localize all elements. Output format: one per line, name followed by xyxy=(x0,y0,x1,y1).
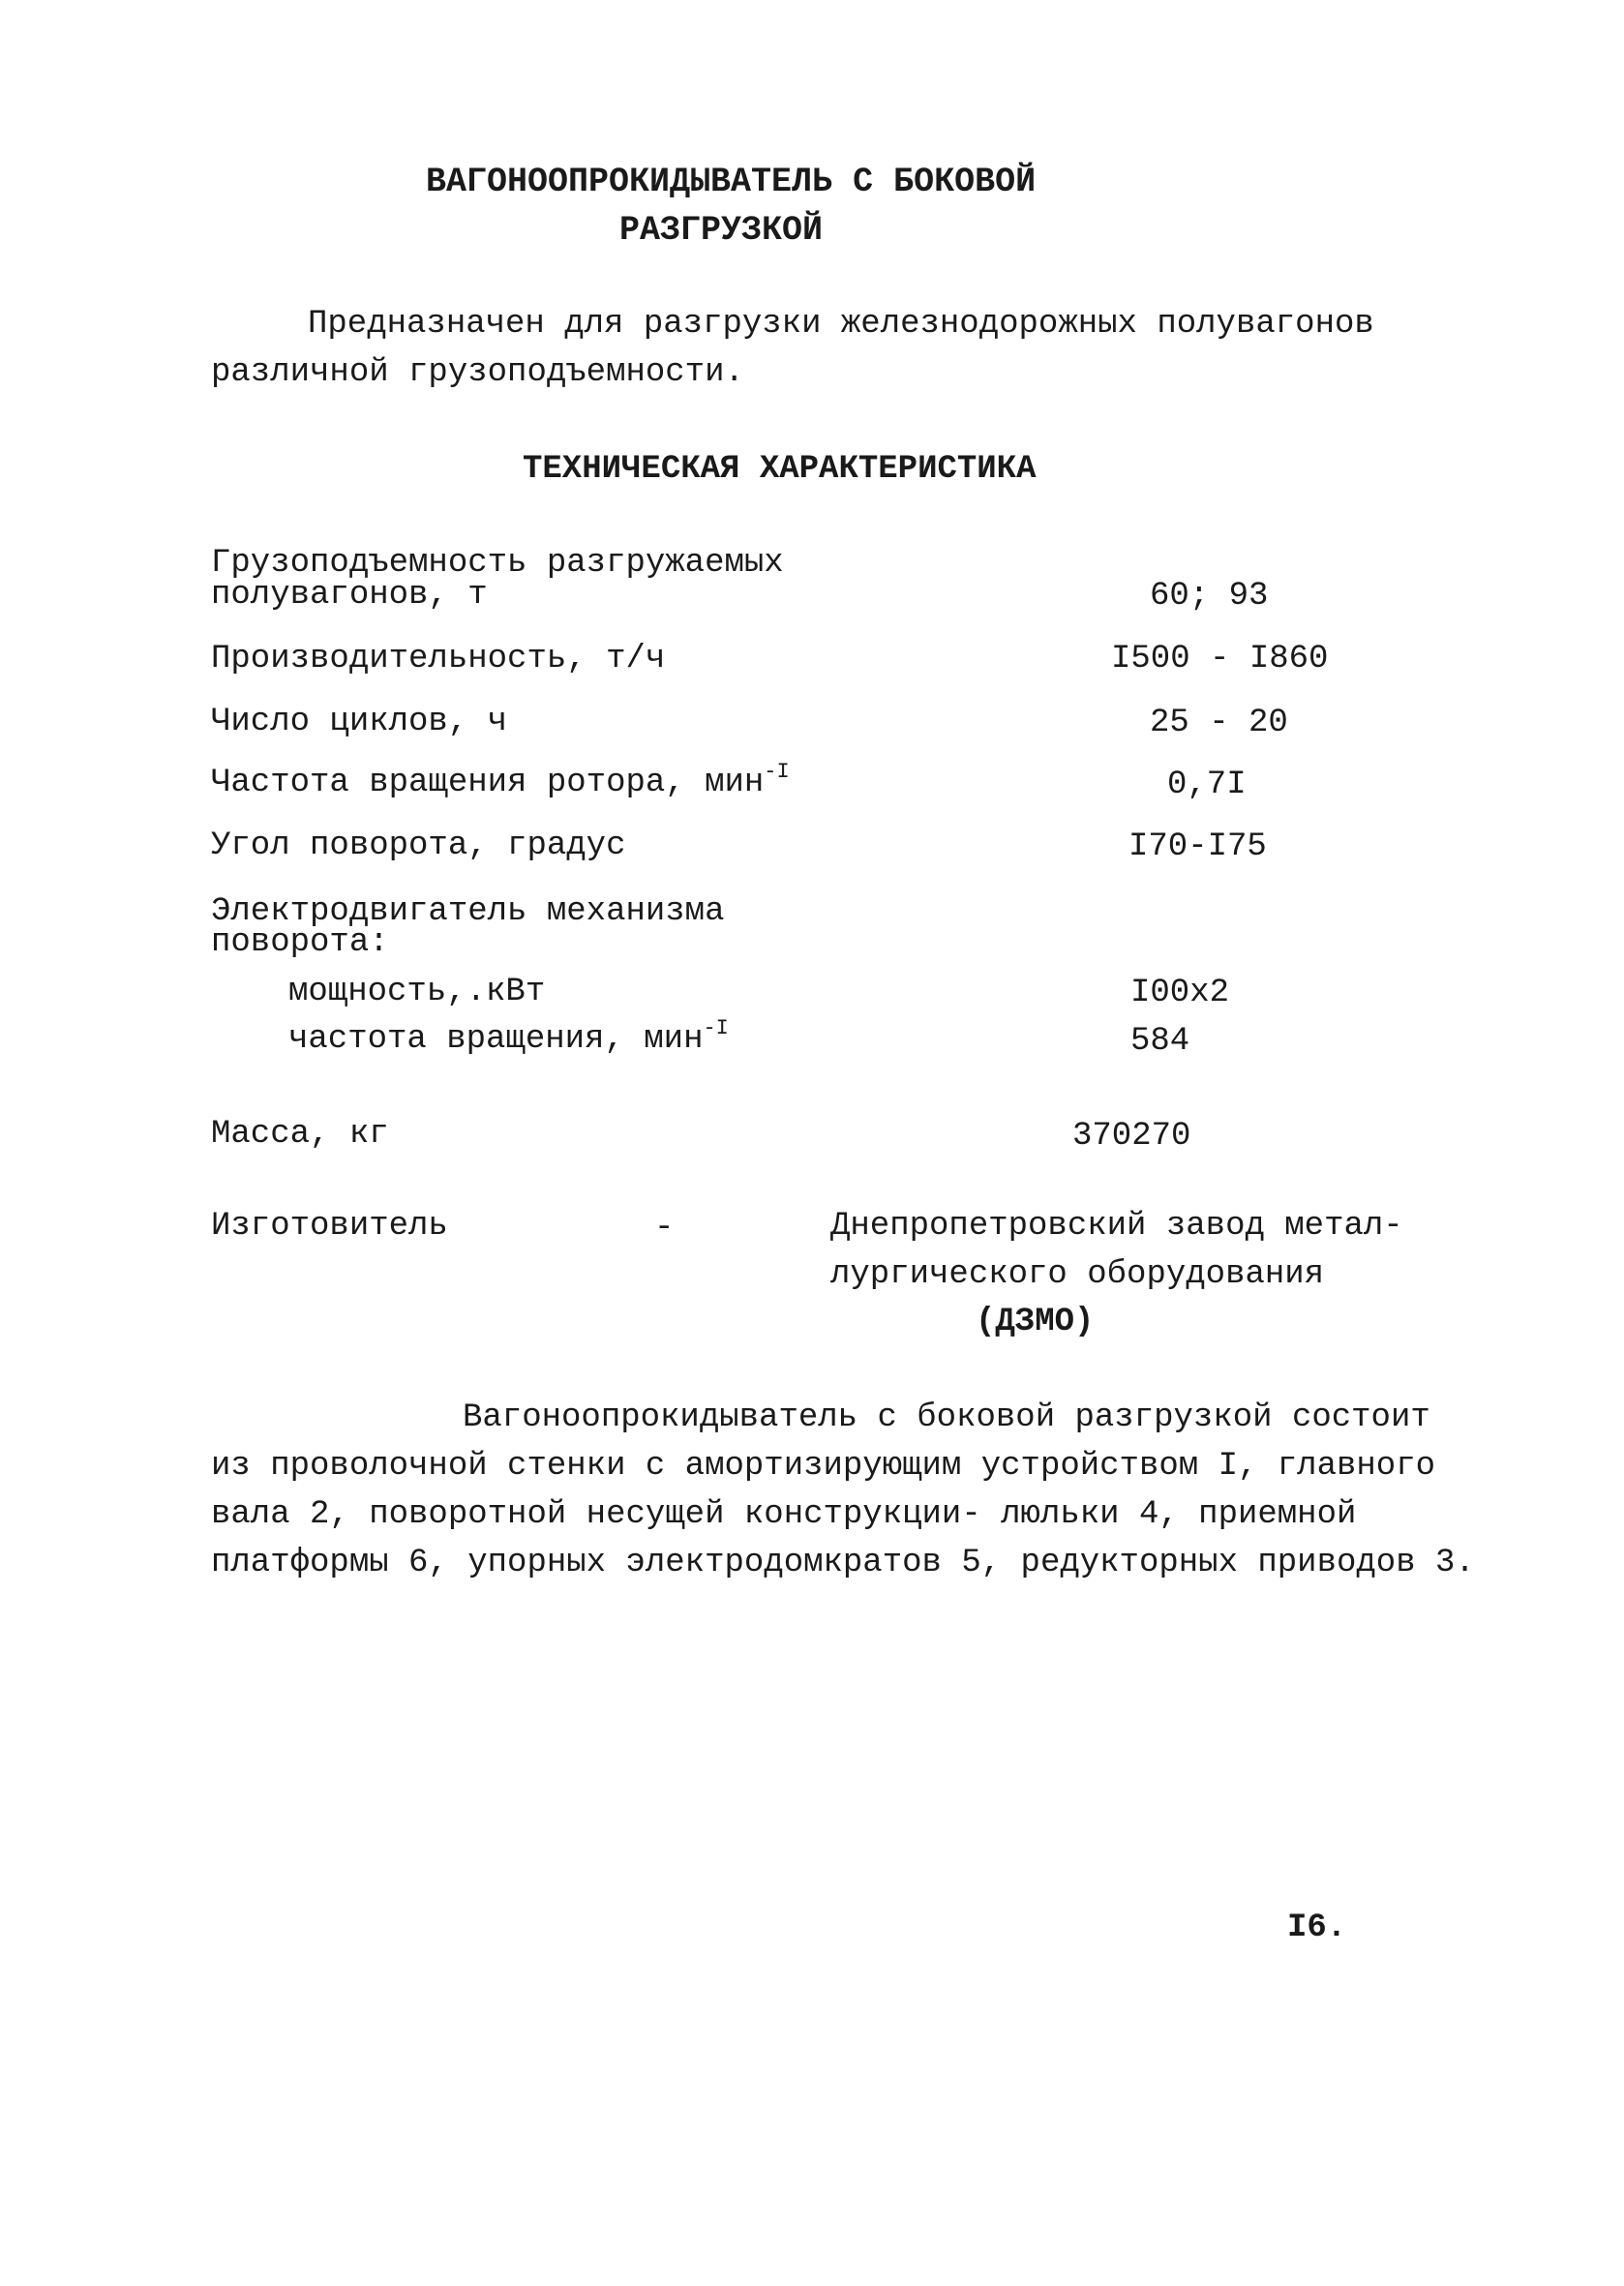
intro-line-2: различной грузоподъемности. xyxy=(211,354,744,391)
manufacturer-abbreviation: (ДЗМО) xyxy=(976,1304,1095,1340)
intro-line-1: Предназначен для разгрузки железнодорожных полувагонов xyxy=(308,306,1374,343)
description-line-4: платформы 6, упорных электродомкратов 5, редукторных приводов 3. xyxy=(211,1545,1475,1581)
description-line-3: вала 2, поворотной несущей конструкции- люльки 4, приемной xyxy=(211,1496,1357,1533)
section-title: ТЕХНИЧЕСКАЯ ХАРАКТЕРИСТИКА xyxy=(523,451,1037,488)
spec-capacity-value: 60; 93 xyxy=(1150,578,1269,615)
spec-rotor-speed-text: Частота вращения ротора, мин xyxy=(211,765,765,801)
description-line-1: Вагоноопрокидыватель с боковой разгрузкой состоит xyxy=(463,1399,1430,1436)
spec-motor-speed-value: 584 xyxy=(1130,1023,1190,1060)
spec-productivity-value: I500 - I860 xyxy=(1111,641,1329,677)
spec-capacity-label-1: Грузоподъемность разгружаемых xyxy=(211,545,784,582)
description-line-2: из проволочной стенки с амортизирующим устройством I, главного xyxy=(211,1448,1436,1485)
doc-title-line-1: ВАГОНООПРОКИДЫВАТЕЛЬ С БОКОВОЙ xyxy=(426,163,1037,201)
spec-productivity-label: Производительность, т/ч xyxy=(211,641,666,677)
spec-rotor-speed-exponent: -I xyxy=(764,760,790,784)
manufacturer-line-2: лургического оборудования xyxy=(830,1256,1325,1293)
spec-motor-speed-label xyxy=(288,1016,729,1059)
spec-rotor-speed-value: 0,7I xyxy=(1167,767,1247,803)
spec-angle-label: Угол поворота, градус xyxy=(211,827,626,864)
doc-title-line-2: РАЗГРУЗКОЙ xyxy=(619,211,824,250)
manufacturer-dash: - xyxy=(654,1210,675,1247)
spec-motor-label-1: Электродвигатель механизма xyxy=(211,893,725,930)
spec-power-label: мощность,.кВт xyxy=(288,974,546,1010)
manufacturer-line-1: Днепропетровский завод метал- xyxy=(830,1208,1403,1245)
spec-angle-value: I70-I75 xyxy=(1128,828,1267,865)
spec-rotor-speed-label xyxy=(211,760,790,802)
spec-motor-label-2: поворота: xyxy=(211,924,389,961)
spec-power-value: I00x2 xyxy=(1130,975,1230,1011)
spec-mass-label: Масса, кг xyxy=(211,1116,389,1153)
spec-mass-value: 370270 xyxy=(1072,1118,1191,1155)
spec-cycles-label: Число циклов, ч xyxy=(211,704,508,740)
spec-cycles-value: 25 - 20 xyxy=(1150,705,1288,741)
manufacturer-label: Изготовитель xyxy=(211,1208,448,1245)
spec-motor-speed-text: частота вращения, мин xyxy=(288,1021,704,1058)
spec-motor-speed-exponent: -I xyxy=(703,1016,729,1040)
spec-capacity-label-2: полувагонов, т xyxy=(211,577,488,614)
page-number: I6. xyxy=(1287,1910,1347,1946)
